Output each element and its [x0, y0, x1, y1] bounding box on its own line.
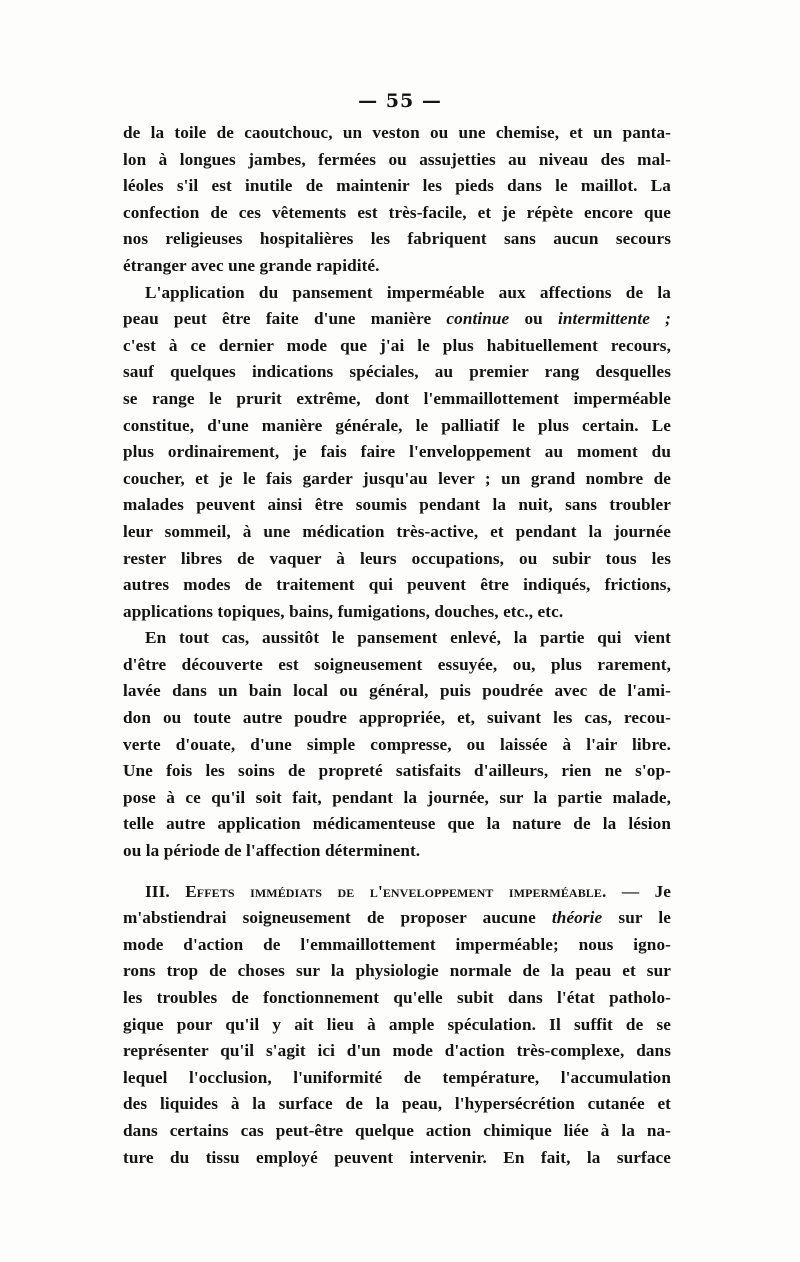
section-number: III. [145, 881, 186, 901]
text-line: représenter qu'il s'agit ici d'un mode d'action très-complexe, dans [123, 1041, 671, 1061]
text-line: des liquides à la surface de la peau, l'hypersécrétion cutanée et [123, 1094, 671, 1114]
text-line: L'application du pansement imperméable aux affections de la [145, 282, 671, 302]
paragraph [123, 625, 671, 864]
text-line: dans certains cas peut-être quelque action chimique liée à la na- [123, 1120, 671, 1140]
text-line: autres modes de traitement qui peuvent être indiqués, frictions, [123, 575, 671, 595]
text-line: verte d'ouate, d'une simple compresse, ou laissée à l'air libre. [123, 734, 671, 754]
section-paragraph [123, 865, 671, 1172]
text-line: plus ordinairement, je fais faire l'enveloppement au moment du [123, 442, 671, 462]
paragraph [123, 280, 671, 626]
text-line: lavée dans un bain local ou général, puis poudrée avec de l'ami- [123, 681, 671, 701]
text-line: malades peuvent ainsi être soumis pendant la nuit, sans troubler [123, 495, 671, 515]
text-line: En tout cas, aussitôt le pansement enlevé, la partie qui vient [145, 628, 671, 648]
text-line: constitue, d'une manière générale, le palliatif le plus certain. Le [123, 415, 671, 435]
paragraph [123, 120, 671, 280]
text-line: confection de ces vêtements est très-facile, et je répète encore que [123, 202, 671, 222]
text-line: mode d'action de l'emmaillottement imperméable; nous igno- [123, 934, 671, 954]
text-line: Une fois les soins de propreté satisfaits d'ailleurs, rien ne s'op- [123, 761, 671, 781]
text-line: leur sommeil, à une médication très-active, et pendant la journée [123, 521, 671, 541]
text-segment: peau peut être faite d'une manière [123, 309, 447, 329]
text-line: les troubles de fonctionnement qu'elle subit dans l'état patholo- [123, 988, 671, 1007]
text-line: nos religieuses hospitalières les fabriquent sans aucun secours [123, 229, 671, 249]
emphasized-term: continue [446, 309, 510, 329]
text-line: sauf quelques indications spéciales, au premier rang desquelles [123, 362, 671, 382]
body-text [123, 120, 671, 1171]
text-line: rons trop de choses sur la physiologie normale de la peau et sur [123, 961, 671, 981]
text-line: ou la période de l'affection déterminent. [123, 841, 421, 861]
text-line: don ou toute autre poudre appropriée, et, suivant les cas, recou- [123, 708, 671, 728]
text-line: lequel l'occlusion, l'uniformité de température, l'accumulation [123, 1067, 671, 1087]
text-line: applications topiques, bains, fumigations, douches, etc., etc. [123, 601, 564, 621]
text-line: léoles s'il est inutile de maintenir les pieds dans le maillot. La [123, 176, 671, 196]
text-line: telle autre application médicamenteuse que la nature de la lésion [123, 814, 671, 834]
text-line: de la toile de caoutchouc, un veston ou une chemise, et un panta- [123, 123, 671, 142]
text-segment: sur le [602, 908, 671, 928]
text-line: ture du tissu employé peuvent intervenir. En fait, la surface [123, 1147, 671, 1167]
text-line: lon à longues jambes, fermées ou assujetties au niveau des mal- [123, 149, 671, 169]
text-line: d'être découverte est soigneusement essuyée, ou, plus rarement, [123, 654, 671, 674]
text-segment: ou [509, 309, 558, 329]
section-lead-in: — Je [606, 881, 671, 901]
text-line: se range le prurit extrême, dont l'emmaillottement imperméable [123, 388, 671, 408]
section-gap [123, 865, 671, 879]
text-line: gique pour qu'il y ait lieu à ample spéculation. Il suffit de se [123, 1014, 671, 1034]
section-heading [123, 879, 671, 906]
page-number: — 55 — [358, 90, 442, 112]
text-line [123, 306, 671, 333]
emphasized-term: intermittente ; [557, 309, 671, 329]
text-line: coucher, et je le fais garder jusqu'au lever ; un grand nombre de [123, 468, 671, 488]
text-line [123, 905, 671, 932]
text-line: pose à ce qu'il soit fait, pendant la journée, sur la partie malade, [123, 787, 671, 807]
section-title: Effets immédiats de l'enveloppement imperméable. [185, 881, 607, 901]
emphasized-term: théorie [551, 908, 603, 928]
text-segment: m'abstiendrai soigneusement de proposer aucune [123, 908, 552, 928]
text-line: étranger avec une grande rapidité. [123, 255, 380, 275]
text-line: c'est à ce dernier mode que j'ai le plus habituellement recours, [123, 335, 671, 355]
text-line: rester libres de vaquer à leurs occupations, ou subir tous les [123, 548, 671, 568]
